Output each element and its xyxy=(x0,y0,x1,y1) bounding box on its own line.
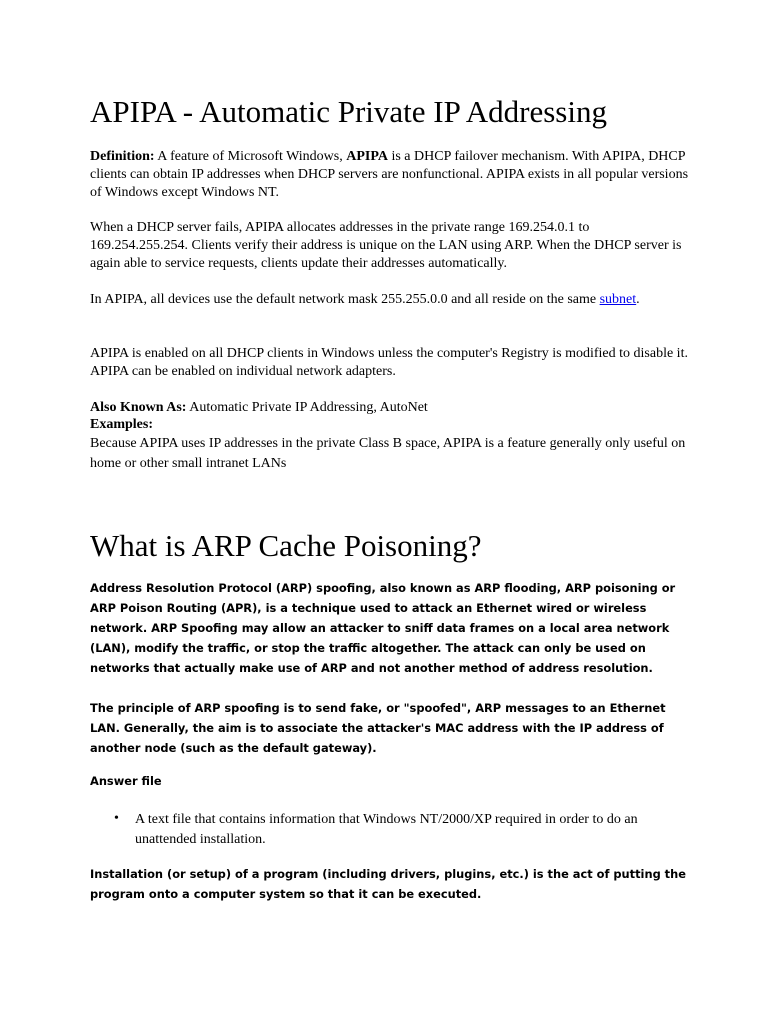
subnet-link[interactable]: subnet xyxy=(599,292,637,307)
examples-label xyxy=(90,416,690,434)
arp-heading: What is ARP Cache Poisoning? xyxy=(90,528,482,563)
aka-label: Also Known As: xyxy=(90,400,187,415)
arp-spoofing-paragraph: Address Resolution Protocol (ARP) spoofing, also known as ARP flooding, ARP poisoning or ARP Poison Routing (APR), is a technique used to attack an Ethernet wired or wireless network. ARP Spoofing may allow an attacker to sniff data frames on a local area network (LAN), modify the traffic, or stop the traffic altogether. The attack can only be used on networks that actually make use of ARP and not another method of address resolution. xyxy=(90,581,676,675)
answer-file-bullet-text: A text file that contains information that Windows NT/2000/XP required in order to do an unattended installation. xyxy=(135,812,638,847)
dhcp-server-fails-paragraph: When a DHCP server fails, APIPA allocates addresses in the private range 169.254.0.1 to 169.254.255.254. Clients verify their address is unique on the LAN using ARP. When the DHCP server is again able to service requests, clients update their addresses automatically. xyxy=(90,220,682,271)
examples-label-text: Examples: xyxy=(90,417,153,432)
definition-apipa-term: APIPA xyxy=(346,149,388,164)
examples-text: Because APIPA uses IP addresses in the private Class B space, APIPA is a feature generally only useful on home or other small intranet LANs xyxy=(90,436,686,471)
network-mask-period: . xyxy=(636,292,640,307)
installation-paragraph: Installation (or setup) of a program (including drivers, plugins, etc.) is the act of putting the program onto a computer system so that it can be executed. xyxy=(90,867,686,901)
answer-file-heading: Answer file xyxy=(90,774,162,788)
apipa-heading: APIPA - Automatic Private IP Addressing xyxy=(90,94,607,129)
aka-value: Automatic Private IP Addressing, AutoNet xyxy=(189,400,428,415)
network-mask-text: In APIPA, all devices use the default network mask 255.255.0.0 and all reside on the same xyxy=(90,292,597,307)
definition-label: Definition: xyxy=(90,149,155,164)
network-mask-paragraph xyxy=(90,291,690,309)
apipa-definition xyxy=(90,148,690,202)
apipa-enabled-paragraph: APIPA is enabled on all DHCP clients in Windows unless the computer's Registry is modified to disable it. APIPA can be enabled on individual network adapters. xyxy=(90,346,688,379)
also-known-as-line xyxy=(90,399,690,417)
definition-post: is a DHCP failover mechanism. With APIPA, DHCP clients can obtain IP addresses when DHCP servers are nonfunctional. APIPA exists in all popular versions of Windows except Windows NT. xyxy=(90,149,689,200)
arp-principle-paragraph: The principle of ARP spoofing is to send fake, or "spoofed", ARP messages to an Ethernet LAN. Generally, the aim is to associate the attacker's MAC address with the IP address of another node (such as the default gateway). xyxy=(90,701,666,755)
bullet-dot-icon: • xyxy=(114,811,119,826)
definition-pre: A feature of Microsoft Windows, xyxy=(157,149,343,164)
